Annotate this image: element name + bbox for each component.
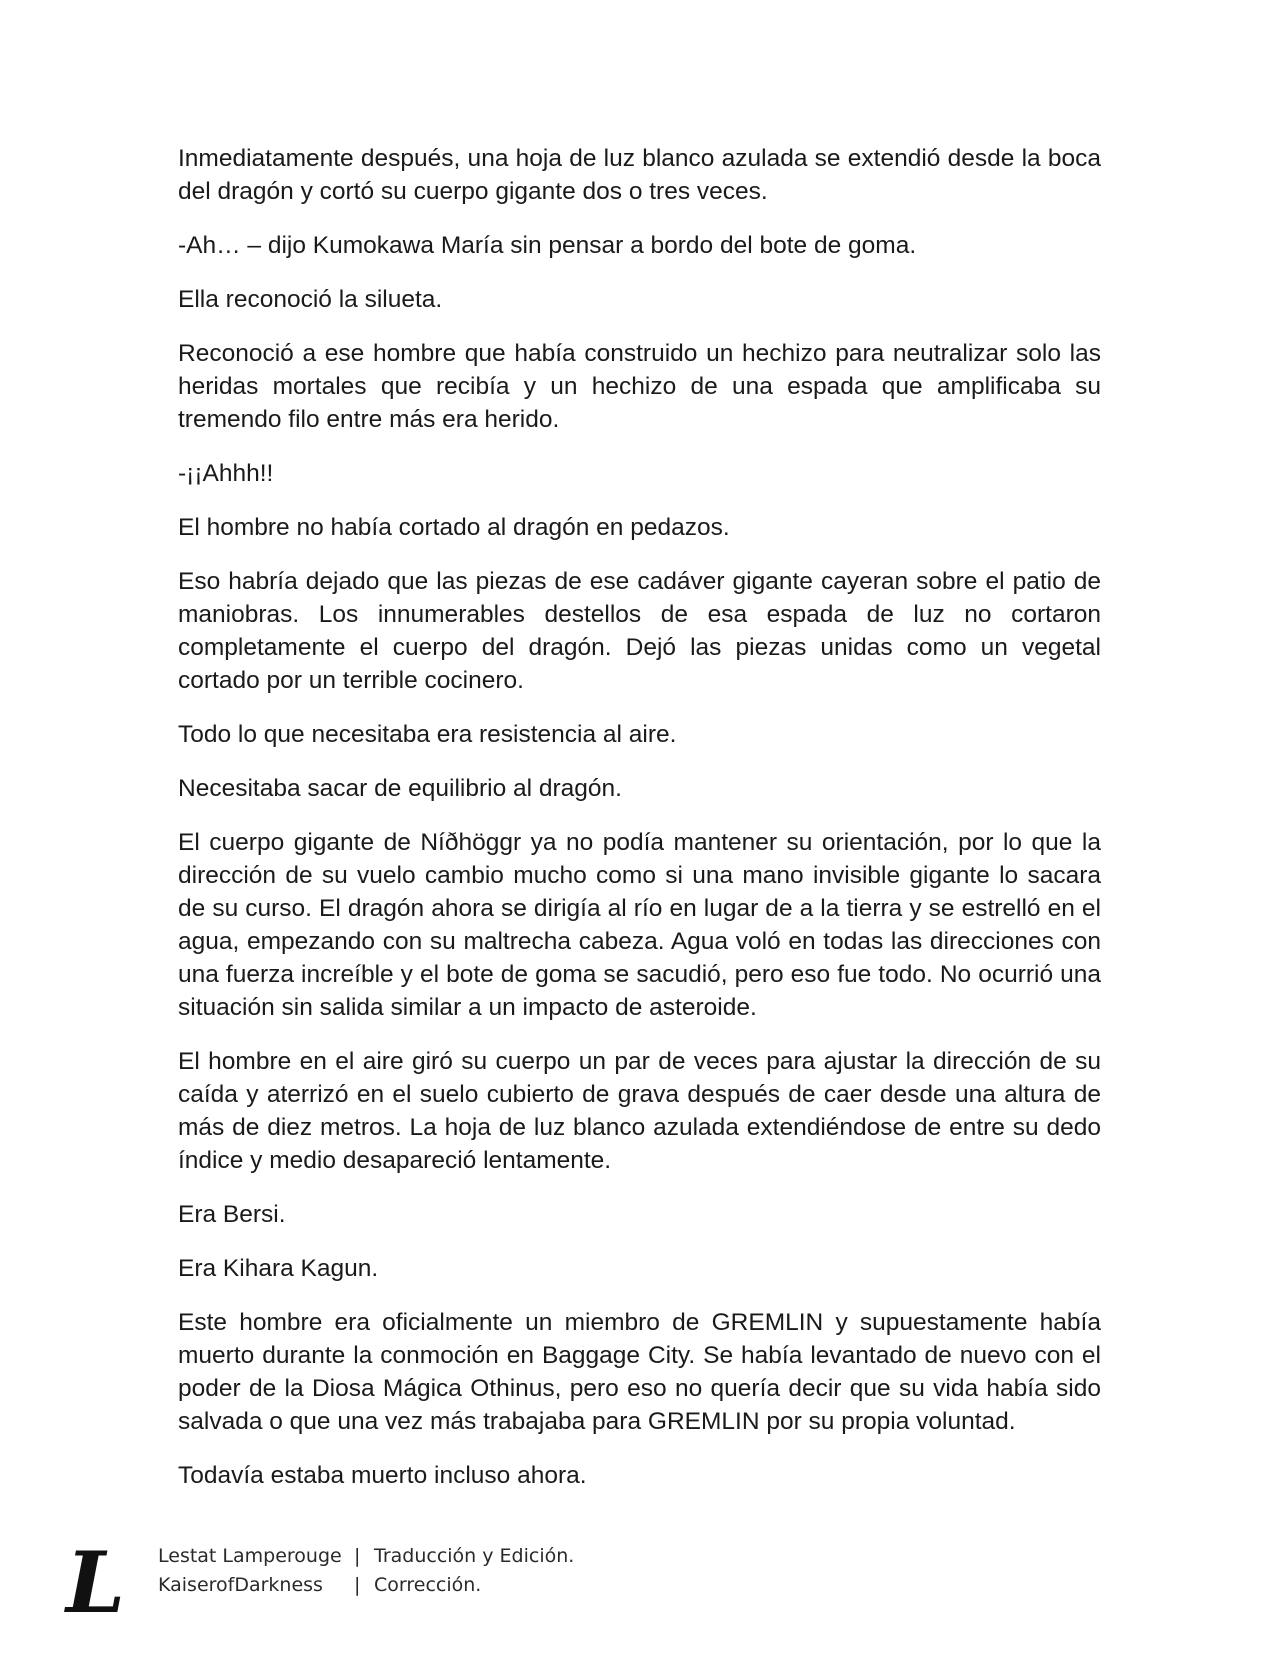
logo-letter: L	[66, 1540, 126, 1620]
paragraph: Todavía estaba muerto incluso ahora.	[178, 1462, 587, 1489]
paragraph: Inmediatamente después, una hoja de luz blanco azulada se extendió desde la boca del dragón y cortó su cuerpo gigante dos o tres veces.	[178, 145, 1101, 205]
paragraph: Necesitaba sacar de equilibrio al dragón.	[178, 775, 622, 802]
paragraph: Ella reconoció la silueta.	[178, 286, 443, 313]
paragraph: -Ah… – dijo Kumokawa María sin pensar a bordo del bote de goma.	[178, 232, 917, 259]
paragraph: El hombre no había cortado al dragón en pedazos.	[178, 514, 730, 541]
paragraph: Era Bersi.	[178, 1201, 286, 1228]
credit-separator: |	[354, 1574, 361, 1596]
credit-name: KaiserofDarkness	[158, 1574, 323, 1596]
credit-role: Corrección.	[374, 1574, 482, 1596]
credit-row	[158, 1542, 574, 1571]
credits-block	[158, 1542, 574, 1600]
credit-row	[158, 1571, 574, 1600]
paragraph: -¡¡Ahhh!!	[178, 460, 274, 487]
paragraph: El hombre en el aire giró su cuerpo un par de veces para ajustar la dirección de su caída y aterrizó en el suelo cubierto de grava después de caer desde una altura de más de diez metros. La hoja de luz blanco azulada extendiéndose de entre su dedo índice y medio desapareció lentamente.	[178, 1048, 1101, 1174]
credit-name: Lestat Lamperouge	[158, 1545, 342, 1567]
paragraph: Eso habría dejado que las piezas de ese cadáver gigante cayeran sobre el patio de maniobras. Los innumerables destellos de esa espada de luz no cortaron completamente el cuerpo del dragón. Dejó las piezas unidas como un vegetal cortado por un terrible cocinero.	[178, 568, 1101, 694]
paragraph: Era Kihara Kagun.	[178, 1255, 379, 1282]
page-footer	[60, 1540, 760, 1620]
paragraph: Todo lo que necesitaba era resistencia al aire.	[178, 721, 677, 748]
gothic-l-logo-icon	[60, 1540, 140, 1620]
credit-separator: |	[354, 1545, 361, 1567]
paragraph: Este hombre era oficialmente un miembro de GREMLIN y supuestamente había muerto durante la conmoción en Baggage City. Se había levantado de nuevo con el poder de la Diosa Mágica Othinus, pero eso no quería decir que su vida había sido salvada o que una vez más trabajaba para GREMLIN por su propia voluntad.	[178, 1309, 1101, 1435]
paragraph: El cuerpo gigante de Níðhöggr ya no podía mantener su orientación, por lo que la dirección de su vuelo cambio mucho como si una mano invisible gigante lo sacara de su curso. El dragón ahora se dirigía al río en lugar de a la tierra y se estrelló en el agua, empezando con su maltrecha cabeza. Agua voló en todas las direcciones con una fuerza increíble y el bote de goma se sacudió, pero eso fue todo. No ocurrió una situación sin salida similar a un impacto de asteroide.	[178, 829, 1101, 1021]
paragraph: Reconoció a ese hombre que había construido un hechizo para neutralizar solo las heridas mortales que recibía y un hechizo de una espada que amplificaba su tremendo filo entre más era herido.	[178, 340, 1101, 433]
credit-role: Traducción y Edición.	[374, 1545, 575, 1567]
document-body	[178, 142, 1101, 1513]
